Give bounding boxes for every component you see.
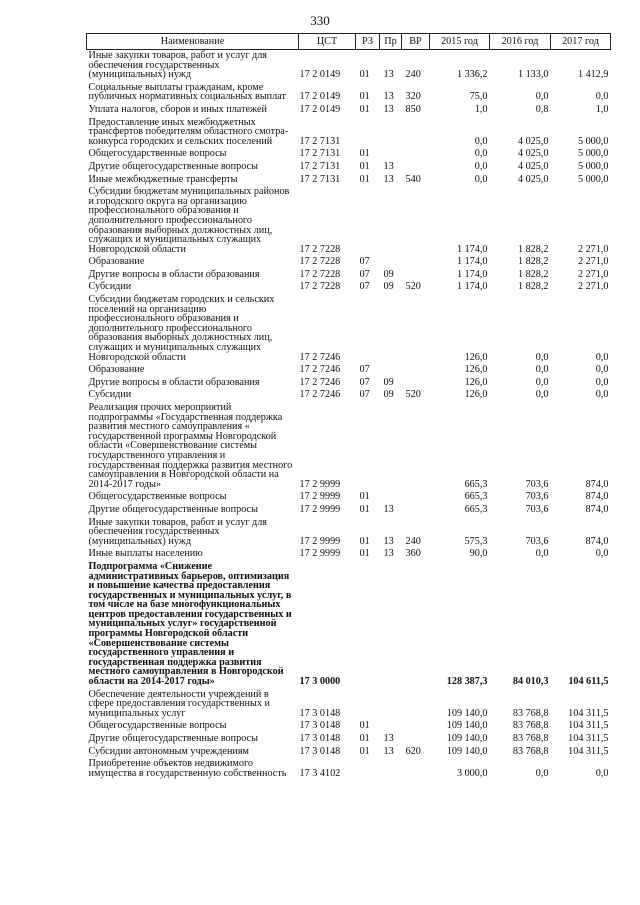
cell-pr: 13 <box>383 173 394 185</box>
table-row <box>87 174 611 187</box>
cell-2015: 1,0 <box>474 103 488 115</box>
cell-2017: 2 271,0 <box>577 256 609 268</box>
cell-2015: 665,3 <box>464 503 488 515</box>
cell-2015: 665,3 <box>464 478 488 490</box>
cell-cst: 17 3 4102 <box>299 767 341 779</box>
cell-cst: 17 2 7131 <box>299 148 341 160</box>
cell-vr: 360 <box>405 548 421 560</box>
cell-cst: 17 2 7246 <box>299 364 341 376</box>
cell-pr: 13 <box>383 745 394 757</box>
cell-vr: 540 <box>405 173 421 185</box>
cell-2015: 126,0 <box>464 389 488 401</box>
table-row <box>87 504 611 517</box>
cell-name: Уплата налогов, сборов и иных платежей <box>88 103 267 115</box>
cell-2015: 126,0 <box>464 376 488 388</box>
cell-pr: 13 <box>383 69 394 81</box>
cell-2015: 3 000,0 <box>456 767 488 779</box>
cell-cst: 17 2 7246 <box>299 389 341 401</box>
cell-pr <box>380 491 402 504</box>
cell-vr <box>402 561 430 689</box>
header-2017: 2017 год <box>551 34 611 50</box>
cell-vr: 240 <box>405 69 421 81</box>
cell-cst: 17 2 9999 <box>299 491 341 503</box>
cell-cst: 17 3 0148 <box>299 720 341 732</box>
cell-pr <box>380 256 402 269</box>
table-body <box>87 50 611 781</box>
cell-name: Социальные выплаты гражданам, кроме публичных нормативных социальных выплат <box>88 81 286 103</box>
cell-cst: 17 2 9999 <box>299 535 341 547</box>
cell-pr <box>380 561 402 689</box>
table-row <box>87 561 611 689</box>
cell-vr <box>402 117 430 149</box>
page-number: 330 <box>310 13 330 28</box>
cell-2015: 126,0 <box>464 364 488 376</box>
cell-2016: 0,0 <box>535 767 549 779</box>
cell-pr <box>380 148 402 161</box>
cell-2017: 5 000,0 <box>577 173 609 185</box>
budget-table <box>86 33 611 780</box>
cell-name: Приобретение объектов недвижимого имущества в государственную собственность <box>88 758 287 779</box>
cell-cst: 17 2 0149 <box>299 69 341 81</box>
cell-cst: 17 2 0149 <box>299 103 341 115</box>
cell-2015: 1 174,0 <box>456 281 488 293</box>
cell-vr <box>402 733 430 746</box>
cell-2015: 90,0 <box>469 548 488 560</box>
table-row <box>87 256 611 269</box>
table-row <box>87 148 611 161</box>
cell-pr: 09 <box>383 376 394 388</box>
table-row <box>87 517 611 549</box>
cell-name: Иные закупки товаров, работ и услуг для обеспечения государственных (муниципальных) нужд <box>88 50 267 81</box>
cell-name: Другие общегосударственные вопросы <box>88 160 258 172</box>
cell-cst: 17 3 0148 <box>299 707 341 719</box>
cell-2016: 83 768,8 <box>512 707 549 719</box>
cell-name: Другие общегосударственные вопросы <box>88 733 258 744</box>
cell-rz: 01 <box>359 491 370 503</box>
cell-2015: 1 174,0 <box>456 243 488 255</box>
cell-cst: 17 2 7246 <box>299 376 341 388</box>
cell-rz: 07 <box>359 376 370 388</box>
cell-2016: 4 025,0 <box>517 160 549 172</box>
cell-2017: 0,0 <box>595 351 609 363</box>
cell-vr <box>402 256 430 269</box>
cell-name: Субсидии бюджетам муниципальных районов и городского округа на организацию профессионального образования и дополнительного профессионального образования выборных должностных лиц, служащих и муниципальных служащих Новгородской области <box>88 186 290 255</box>
cell-name: Общегосударственные вопросы <box>88 720 227 732</box>
cell-2017: 104 311,5 <box>568 745 609 757</box>
cell-name: Общегосударственные вопросы <box>88 148 227 160</box>
cell-rz: 07 <box>359 364 370 376</box>
cell-2017: 5 000,0 <box>577 160 609 172</box>
cell-cst: 17 2 7131 <box>299 160 341 172</box>
table-row <box>87 746 611 759</box>
cell-rz: 07 <box>359 389 370 401</box>
cell-cst: 17 2 7228 <box>299 268 341 280</box>
table-row <box>87 377 611 390</box>
cell-2017: 1 412,9 <box>577 69 609 81</box>
cell-2015: 1 174,0 <box>456 256 488 268</box>
cell-2017: 0,0 <box>595 376 609 388</box>
cell-name: Предоставление иных межбюджетных трансфертов победителям областного смотра-конкурса городских и сельских поселений <box>88 116 289 147</box>
cell-rz: 01 <box>359 69 370 81</box>
table-row <box>87 402 611 491</box>
cell-name: Образование <box>88 256 145 268</box>
cell-vr <box>402 186 430 256</box>
cell-cst: 17 3 0000 <box>299 676 341 688</box>
cell-vr: 520 <box>405 281 421 293</box>
cell-name: Подпрограмма «Снижение административных барьеров, оптимизация и повышение качества предоставления государственных и муниципальных услуг, в том числе на базе многофункциональных центров предоставления государственных и муниципальных услуг» государственной программы Новгородской области «Совершенствование системы государственного управления и государственная поддержка развития местного самоуправления в Новгородской области на 2014-2017 годы» <box>88 560 292 688</box>
cell-2015: 1 174,0 <box>456 268 488 280</box>
cell-vr <box>402 689 430 721</box>
cell-pr: 13 <box>383 160 394 172</box>
cell-2017: 0,0 <box>595 548 609 560</box>
cell-rz: 01 <box>359 733 370 744</box>
table-row <box>87 50 611 82</box>
cell-pr <box>380 402 402 491</box>
cell-2016: 703,6 <box>525 491 549 503</box>
cell-2017: 2 271,0 <box>577 268 609 280</box>
cell-name: Субсидии автономным учреждениям <box>88 745 249 757</box>
cell-rz: 01 <box>359 720 370 732</box>
cell-rz: 01 <box>359 745 370 757</box>
cell-2015: 0,0 <box>474 135 488 147</box>
cell-2016: 0,0 <box>535 364 549 376</box>
cell-pr <box>380 720 402 733</box>
cell-pr: 13 <box>383 733 394 744</box>
header-rz: РЗ <box>356 34 380 50</box>
cell-2015: 109 140,0 <box>446 720 488 732</box>
cell-2016: 1 133,0 <box>517 69 549 81</box>
cell-vr <box>402 720 430 733</box>
cell-rz: 01 <box>359 503 370 515</box>
cell-2017: 874,0 <box>585 491 609 503</box>
cell-name: Другие вопросы в области образования <box>88 376 260 388</box>
cell-rz: 01 <box>359 91 370 103</box>
cell-name: Иные межбюджетные трансферты <box>88 173 238 185</box>
cell-rz <box>356 689 380 721</box>
cell-2016: 0,0 <box>535 91 549 103</box>
cell-pr <box>380 364 402 377</box>
cell-2017: 5 000,0 <box>577 135 609 147</box>
cell-rz <box>356 561 380 689</box>
table-row <box>87 281 611 294</box>
cell-name: Иные выплаты населению <box>88 548 203 560</box>
cell-2015: 75,0 <box>469 91 488 103</box>
cell-2016: 83 768,8 <box>512 720 549 732</box>
cell-2016: 1 828,2 <box>517 281 549 293</box>
cell-rz <box>356 186 380 256</box>
cell-2017: 104 311,5 <box>568 720 609 732</box>
cell-cst: 17 2 7228 <box>299 256 341 268</box>
cell-2015: 109 140,0 <box>446 745 488 757</box>
cell-pr: 13 <box>383 503 394 515</box>
cell-rz: 07 <box>359 281 370 293</box>
cell-2016: 83 768,8 <box>512 733 549 744</box>
table-row <box>87 364 611 377</box>
cell-rz: 07 <box>359 256 370 268</box>
cell-rz: 01 <box>359 148 370 160</box>
table-row <box>87 548 611 561</box>
cell-2017: 104 311,5 <box>568 707 609 719</box>
cell-vr <box>402 491 430 504</box>
cell-vr <box>402 377 430 390</box>
cell-2017: 0,0 <box>595 364 609 376</box>
cell-pr <box>380 117 402 149</box>
cell-rz <box>356 758 380 780</box>
cell-pr: 13 <box>383 103 394 115</box>
cell-2017: 1,0 <box>595 103 609 115</box>
cell-2016: 0,0 <box>535 548 549 560</box>
cell-name: Другие общегосударственные вопросы <box>88 503 258 515</box>
cell-rz: 01 <box>359 535 370 547</box>
cell-2017: 104 611,5 <box>568 676 609 688</box>
cell-pr: 13 <box>383 548 394 560</box>
cell-2015: 1 336,2 <box>456 69 488 81</box>
cell-pr <box>380 186 402 256</box>
cell-cst: 17 2 7228 <box>299 243 341 255</box>
cell-2015: 109 140,0 <box>446 707 488 719</box>
cell-pr <box>380 294 402 364</box>
cell-2016: 0,8 <box>535 103 549 115</box>
cell-name: Общегосударственные вопросы <box>88 491 227 503</box>
cell-2015: 128 387,3 <box>446 676 488 688</box>
cell-pr <box>380 758 402 780</box>
cell-vr <box>402 504 430 517</box>
header-pr: Пр <box>380 34 402 50</box>
cell-2016: 4 025,0 <box>517 135 549 147</box>
cell-vr: 320 <box>405 91 421 103</box>
cell-pr: 13 <box>383 91 394 103</box>
table-row <box>87 82 611 104</box>
cell-name: Реализация прочих мероприятий подпрограммы «Государственная поддержка развития местного самоуправления « государственной программы Новгородской области «Совершенствование системы государственного управления и государственная поддержка развития местного самоуправления в Новгородской области на 2014-2017 годы» <box>88 402 293 490</box>
cell-2016: 1 828,2 <box>517 243 549 255</box>
cell-vr <box>402 758 430 780</box>
cell-2016: 4 025,0 <box>517 173 549 185</box>
cell-cst: 17 2 9999 <box>299 503 341 515</box>
cell-vr <box>402 269 430 282</box>
cell-vr: 520 <box>405 389 421 401</box>
header-name: Наименование <box>87 34 299 50</box>
cell-rz <box>356 117 380 149</box>
cell-2016: 0,0 <box>535 376 549 388</box>
cell-name: Иные закупки товаров, работ и услуг для обеспечения государственных (муниципальных) нужд <box>88 516 267 547</box>
cell-2017: 0,0 <box>595 389 609 401</box>
cell-2016: 1 828,2 <box>517 268 549 280</box>
cell-vr <box>402 161 430 174</box>
header-2015: 2015 год <box>430 34 490 50</box>
cell-rz: 01 <box>359 548 370 560</box>
table-row <box>87 161 611 174</box>
cell-vr <box>402 294 430 364</box>
cell-vr: 240 <box>405 535 421 547</box>
cell-cst: 17 3 0148 <box>299 733 341 744</box>
table-row <box>87 104 611 117</box>
cell-2016: 83 768,8 <box>512 745 549 757</box>
header-2016: 2016 год <box>490 34 551 50</box>
cell-vr: 850 <box>405 103 421 115</box>
cell-cst: 17 2 7246 <box>299 351 341 363</box>
cell-pr: 09 <box>383 281 394 293</box>
header-cst: ЦСТ <box>299 34 356 50</box>
cell-rz <box>356 294 380 364</box>
table-row <box>87 269 611 282</box>
cell-rz: 01 <box>359 173 370 185</box>
table-row <box>87 491 611 504</box>
cell-2015: 109 140,0 <box>446 733 488 744</box>
cell-vr <box>402 148 430 161</box>
cell-cst: 17 2 9999 <box>299 548 341 560</box>
cell-2016: 4 025,0 <box>517 148 549 160</box>
cell-pr <box>380 689 402 721</box>
cell-cst: 17 2 7131 <box>299 173 341 185</box>
cell-2017: 5 000,0 <box>577 148 609 160</box>
cell-rz: 01 <box>359 103 370 115</box>
cell-cst: 17 2 0149 <box>299 91 341 103</box>
cell-2015: 0,0 <box>474 148 488 160</box>
cell-2017: 2 271,0 <box>577 243 609 255</box>
cell-name: Субсидии <box>88 281 132 293</box>
cell-pr: 09 <box>383 389 394 401</box>
table-row <box>87 758 611 780</box>
cell-name: Субсидии бюджетам городских и сельских поселений на организацию профессионального образования и дополнительного профессионального образования выборных должностных лиц, служащих и муниципальных служащих Новгородской области <box>88 294 275 363</box>
cell-2017: 874,0 <box>585 535 609 547</box>
cell-cst: 17 2 7228 <box>299 281 341 293</box>
cell-2015: 575,3 <box>464 535 488 547</box>
cell-cst: 17 2 9999 <box>299 478 341 490</box>
cell-2016: 1 828,2 <box>517 256 549 268</box>
table-row <box>87 720 611 733</box>
table-row <box>87 294 611 364</box>
cell-2017: 0,0 <box>595 91 609 103</box>
cell-2016: 0,0 <box>535 389 549 401</box>
cell-rz: 07 <box>359 268 370 280</box>
table-row <box>87 389 611 402</box>
cell-name: Субсидии <box>88 389 132 401</box>
cell-2016: 703,6 <box>525 478 549 490</box>
cell-2015: 126,0 <box>464 351 488 363</box>
table-row <box>87 733 611 746</box>
header-vr: ВР <box>402 34 430 50</box>
cell-2017: 874,0 <box>585 478 609 490</box>
cell-2016: 84 010,3 <box>512 676 549 688</box>
cell-rz: 01 <box>359 160 370 172</box>
cell-2017: 0,0 <box>595 767 609 779</box>
cell-2017: 104 311,5 <box>568 733 609 744</box>
cell-rz <box>356 402 380 491</box>
cell-2015: 0,0 <box>474 173 488 185</box>
cell-2016: 703,6 <box>525 503 549 515</box>
cell-2015: 0,0 <box>474 160 488 172</box>
cell-vr <box>402 402 430 491</box>
table-row <box>87 186 611 256</box>
cell-vr <box>402 364 430 377</box>
cell-name: Обеспечение деятельности учреждений в сфере предоставления государственных и муниципальных услуг <box>88 688 270 719</box>
cell-2017: 2 271,0 <box>577 281 609 293</box>
cell-pr: 09 <box>383 268 394 280</box>
cell-2016: 0,0 <box>535 351 549 363</box>
cell-2015: 665,3 <box>464 491 488 503</box>
table-row <box>87 117 611 149</box>
cell-name: Другие вопросы в области образования <box>88 268 260 280</box>
cell-2016: 703,6 <box>525 535 549 547</box>
cell-name: Образование <box>88 364 145 376</box>
cell-vr: 620 <box>405 745 421 757</box>
cell-cst: 17 2 7131 <box>299 135 341 147</box>
cell-2017: 874,0 <box>585 503 609 515</box>
table-row <box>87 689 611 721</box>
table-header-row <box>87 34 611 50</box>
cell-pr: 13 <box>383 535 394 547</box>
cell-cst: 17 3 0148 <box>299 745 341 757</box>
